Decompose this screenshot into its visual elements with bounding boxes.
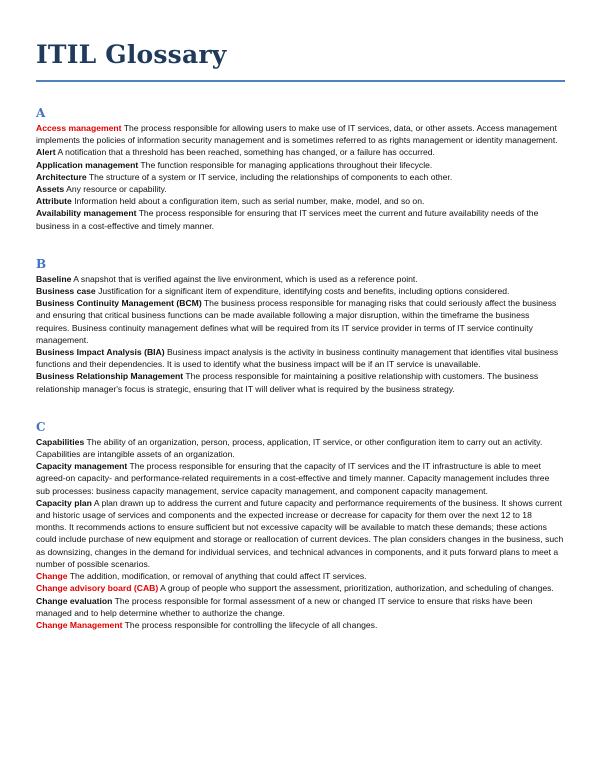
- glossary-term: Business Relationship Management: [36, 371, 184, 382]
- glossary-definition: Business impact analysis is the activity in business continuity management that identifies vital business functions and their dependencies. It is used to identify what the business impact will be if an IT service is unavailable.: [36, 347, 559, 370]
- glossary-term: Capacity plan: [36, 497, 92, 508]
- glossary-entry: [36, 460, 564, 497]
- glossary-definition: Any resource or capability.: [66, 184, 167, 195]
- glossary-term: Business Impact Analysis (BIA): [36, 347, 165, 358]
- glossary-definition: The function responsible for managing applications throughout their lifecycle.: [140, 159, 433, 170]
- glossary-definition: Justification for a significant item of expenditure, identifying costs and benefits, including options considered.: [98, 286, 510, 297]
- glossary-definition: The business process responsible for managing risks that could seriously affect the business and ensuring that critical business functions can be made available following a major disruption, within the timeframe the business requires. Business continuity management defines what will be required from its IT service provider in terms of IT service continuity management.: [36, 298, 557, 345]
- section-letter-heading: C: [36, 419, 46, 434]
- section-c: [36, 420, 564, 631]
- glossary-definition: A group of people who support the assessment, prioritization, authorization, and scheduling of changes.: [160, 583, 554, 594]
- glossary-entry: [36, 619, 564, 631]
- glossary-term: Capacity management: [36, 461, 128, 472]
- glossary-entry: [36, 207, 564, 231]
- glossary-entry: [36, 570, 564, 582]
- glossary-entry: [36, 297, 564, 346]
- glossary-sections: [36, 106, 564, 631]
- glossary-term: Business Continuity Management (BCM): [36, 298, 202, 309]
- glossary-entry: [36, 582, 564, 594]
- glossary-term: Architecture: [36, 171, 87, 182]
- glossary-entry: [36, 346, 564, 370]
- glossary-definition: The addition, modification, or removal of anything that could affect IT services.: [69, 571, 367, 582]
- glossary-term: Attribute: [36, 196, 72, 207]
- glossary-term: Baseline: [36, 273, 72, 284]
- glossary-page: [36, 0, 564, 631]
- glossary-definition: A plan drawn up to address the current and future capacity and performance requirements of the business. It shows current and historic usage of services and components and the expected increase or decrease for capacity for them over the next 12 to 18 months. It recommends actions to ensure sufficient but not excessive capacity will be available to match these demands; these actions could include purchase of new equipment and storage or reallocation of current devices. The plan considers changes in the business, such as downsizing, changes in the demand for individual services, and technical advances in components, and it puts forward plans to meet a number of possible scenarios.: [36, 497, 564, 569]
- section-letter-heading: B: [36, 256, 47, 271]
- glossary-term: Availability management: [36, 208, 137, 219]
- glossary-term: Assets: [36, 184, 65, 195]
- glossary-entry: [36, 285, 564, 297]
- glossary-definition: The ability of an organization, person, process, application, IT service, or other configuration item to carry out an activity. Capabilities are intangible assets of an organization.: [36, 436, 543, 460]
- glossary-definition: A notification that a threshold has been reached, something has changed, or a failure has occurred.: [57, 147, 435, 158]
- glossary-definition: The process responsible for maintaining a positive relationship with customers. The business relationship manager's focus is strategic, ensuring that IT will deliver what is required by the business strategy.: [36, 371, 539, 394]
- glossary-definition: The process responsible for allowing users to make use of IT services, data, or other assets. Access management implements the policies of information security management and is sometimes referred to as rights management or identity management.: [36, 123, 558, 146]
- glossary-definition: A snapshot that is verified against the live environment, which is used as a reference point.: [73, 273, 418, 284]
- section-a: [36, 106, 564, 232]
- glossary-entry: [36, 497, 564, 570]
- glossary-definition: The process responsible for ensuring that the capacity of IT services and the IT infrastructure is able to meet agreed-on capacity- and performance-related requirements in a cost-effective and timely manner. Capacity management includes three sub processes: business capacity management, service capacity management, and component capacity management.: [36, 461, 550, 496]
- glossary-term: Capabilities: [36, 436, 85, 447]
- glossary-entry: [36, 171, 564, 183]
- glossary-definition: The process responsible for formal assessment of a new or changed IT service to ensure that risks have been managed and to help determine whether to authorize the change.: [36, 595, 533, 618]
- section-letter-heading: A: [36, 106, 46, 120]
- glossary-term: Application management: [36, 159, 139, 170]
- glossary-term: Access management: [36, 123, 122, 133]
- glossary-term: Business case: [36, 286, 96, 297]
- glossary-entry: [36, 183, 564, 195]
- glossary-definition: The structure of a system or IT service, including the relationships of components to each other.: [88, 171, 453, 182]
- page-title: ITIL Glossary: [36, 40, 227, 69]
- glossary-entry: [36, 595, 564, 619]
- glossary-term: Change evaluation: [36, 595, 113, 606]
- title-underline: [36, 80, 565, 82]
- glossary-definition: The process responsible for controlling the lifecycle of all changes.: [124, 619, 378, 630]
- glossary-entry: [36, 146, 564, 158]
- glossary-definition: The process responsible for ensuring that IT services meet the current and future availability needs of the business in a cost-effective and timely manner.: [36, 208, 539, 231]
- glossary-term: Change: [36, 571, 68, 582]
- glossary-definition: Information held about a configuration item, such as serial number, make, model, and so on.: [74, 196, 425, 207]
- glossary-entry: [36, 159, 564, 171]
- glossary-term: Alert: [36, 147, 56, 158]
- glossary-entry: [36, 122, 564, 146]
- glossary-entry: [36, 370, 564, 394]
- glossary-entry: [36, 273, 564, 285]
- glossary-entry: [36, 436, 564, 460]
- section-b: [36, 257, 564, 395]
- glossary-term: Change Management: [36, 619, 123, 630]
- glossary-entry: [36, 195, 564, 207]
- glossary-term: Change advisory board (CAB): [36, 583, 159, 594]
